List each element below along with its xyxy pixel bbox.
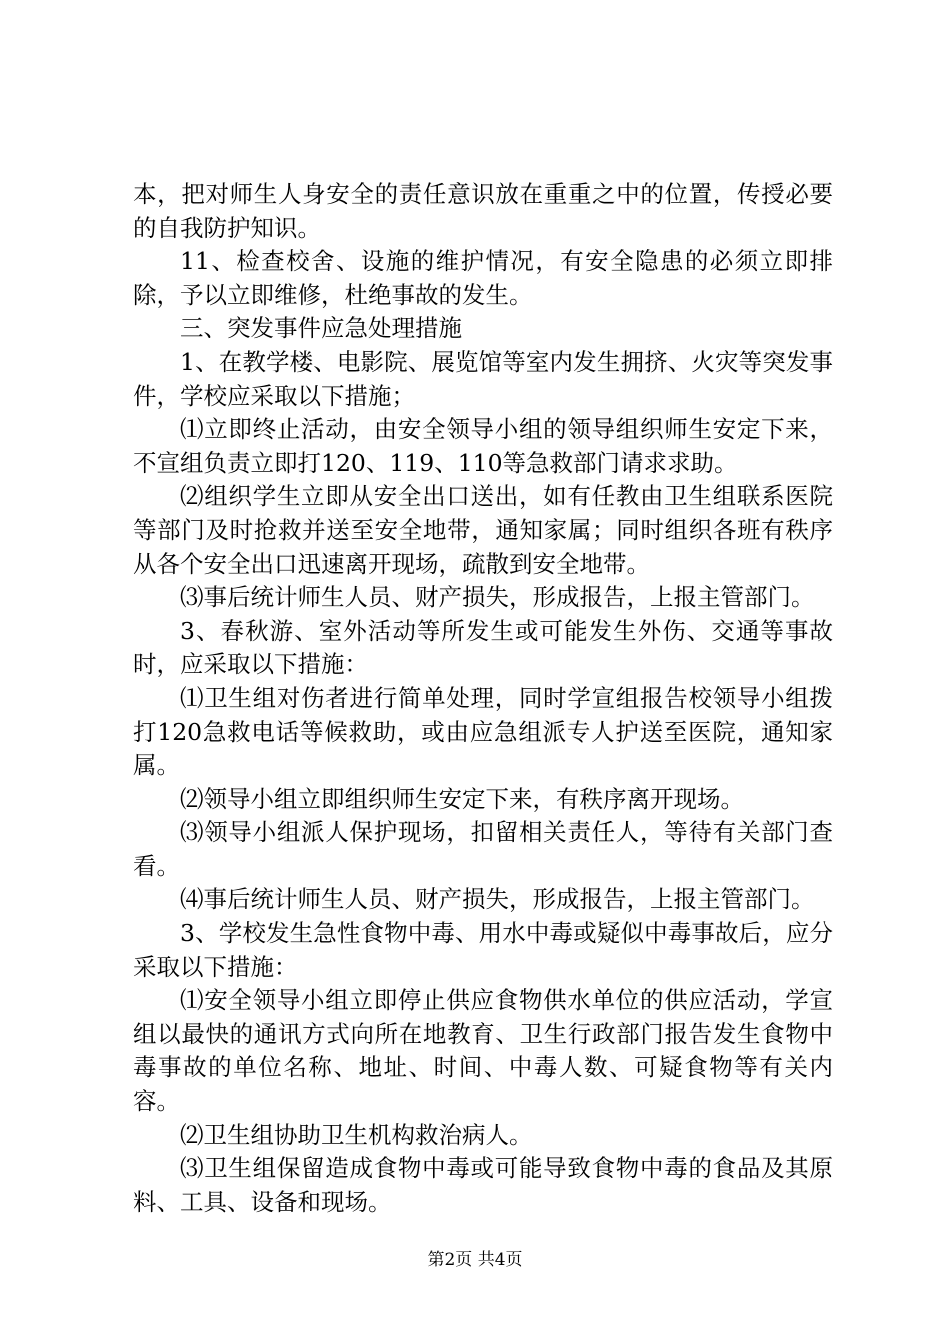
list-item: ⑶卫生组保留造成食物中毒或可能导致食物中毒的食品及其原料、工具、设备和现场。 bbox=[133, 1154, 833, 1216]
list-item: ⑵组织学生立即从安全出口送出，如有任教由卫生组联系医院等部门及时抢救并送至安全地带，通知家属；同时组织各班有秩序从各个安全出口迅速离开现场，疏散到安全地带。 bbox=[133, 482, 833, 578]
list-item: ⑴安全领导小组立即停止供应食物供水单位的供应活动，学宣组以最快的通讯方式向所在地教育、卫生行政部门报告发生食物中毒事故的单位名称、地址、时间、中毒人数、可疑食物等有关内容。 bbox=[133, 986, 833, 1116]
list-item: ⑴卫生组对伤者进行简单处理，同时学宣组报告校领导小组拨打120急救电话等候救助，或由应急组派专人护送至医院，通知家属。 bbox=[133, 683, 833, 780]
paragraph: 本，把对师生人身安全的责任意识放在重重之中的位置，传授必要的自我防护知识。 bbox=[133, 180, 833, 242]
section-heading: 三、突发事件应急处理措施 bbox=[180, 314, 462, 343]
list-item: ⑴立即终止活动，由安全领导小组的领导组织师生安定下来，不宣组负责立即打120、119、110等急救部门请求求助。 bbox=[133, 415, 833, 477]
paragraph: 3、春秋游、室外活动等所发生或可能发生外伤、交通等事故时，应采取以下措施： bbox=[133, 616, 833, 679]
list-item: ⑷事后统计师生人员、财产损失，形成报告，上报主管部门。 bbox=[180, 885, 815, 914]
page-number-footer: 第2页 共4页 bbox=[427, 1250, 523, 1270]
paragraph: 3、学校发生急性食物中毒、用水中毒或疑似中毒事故后，应分采取以下措施： bbox=[133, 919, 833, 981]
paragraph: 1、在教学楼、电影院、展览馆等室内发生拥挤、火灾等突发事件，学校应采取以下措施； bbox=[133, 347, 833, 410]
list-item: ⑵领导小组立即组织师生安定下来，有秩序离开现场。 bbox=[180, 784, 744, 813]
list-item: ⑶事后统计师生人员、财产损失，形成报告，上报主管部门。 bbox=[180, 583, 815, 612]
document-body bbox=[133, 178, 833, 1219]
paragraph: 11、检查校舍、设施的维护情况，有安全隐患的必须立即排除，予以立即维修，杜绝事故的发生。 bbox=[133, 247, 833, 309]
list-item: ⑵卫生组协助卫生机构救治病人。 bbox=[180, 1120, 533, 1149]
list-item: ⑶领导小组派人保护现场，扣留相关责任人，等待有关部门查看。 bbox=[133, 818, 833, 880]
